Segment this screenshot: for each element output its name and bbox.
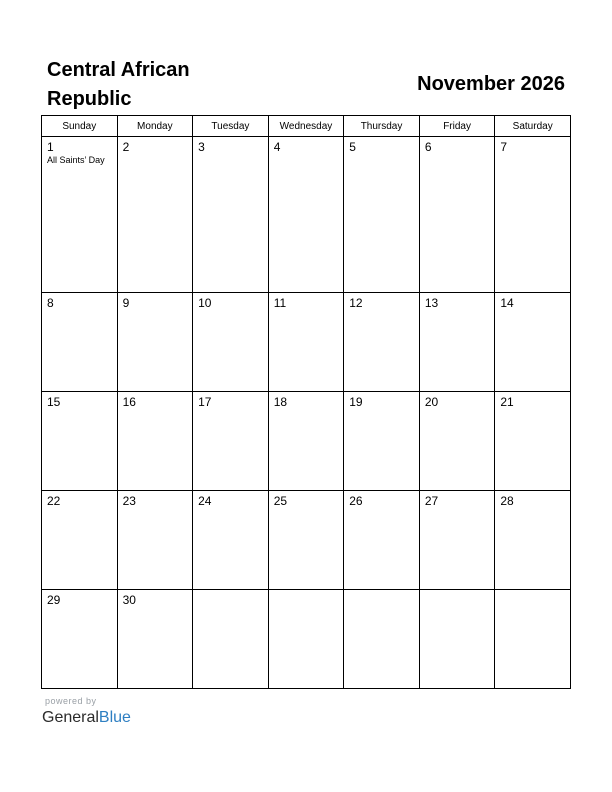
day-number: 25 — [273, 493, 288, 508]
day-cell — [268, 137, 344, 293]
weekday-header: Monday — [117, 116, 193, 137]
day-cell — [344, 589, 420, 688]
day-number: 17 — [198, 394, 212, 409]
brand-general-text: General — [42, 709, 99, 726]
day-cell — [117, 391, 193, 490]
day-cell — [268, 589, 344, 688]
day-number: 24 — [198, 493, 212, 508]
day-cell — [419, 137, 495, 293]
day-cell — [42, 490, 118, 589]
weekday-header: Sunday — [42, 116, 118, 137]
day-number: 4 — [273, 140, 281, 154]
week-row — [42, 292, 571, 391]
day-cell — [419, 292, 495, 391]
day-cell — [344, 137, 420, 293]
day-number: 3 — [198, 140, 205, 154]
day-number: 12 — [349, 295, 363, 310]
day-number: 14 — [500, 295, 514, 310]
day-cell — [193, 589, 269, 688]
day-cell — [42, 391, 118, 490]
day-number: 20 — [424, 394, 439, 409]
day-cell — [419, 391, 495, 490]
holiday-label: All Saints’ Day — [47, 155, 105, 165]
day-cell — [495, 292, 571, 391]
day-number: 22 — [47, 493, 61, 508]
day-number: 21 — [500, 394, 514, 409]
day-cell — [42, 292, 118, 391]
weekday-header-row — [42, 116, 571, 137]
day-number: 10 — [198, 295, 212, 310]
generalblue-logo — [42, 708, 131, 728]
day-cell — [419, 589, 495, 688]
day-number: 5 — [349, 140, 356, 154]
day-cell — [193, 137, 269, 293]
weekday-header: Friday — [419, 116, 495, 137]
week-row — [42, 490, 571, 589]
day-cell — [268, 292, 344, 391]
generalblue-brand[interactable] — [42, 696, 131, 728]
day-number: 28 — [500, 493, 514, 508]
day-number: 6 — [424, 140, 432, 154]
day-cell — [117, 490, 193, 589]
day-number: 19 — [349, 394, 363, 409]
weekday-header: Saturday — [495, 116, 571, 137]
month-year-title: November 2026 — [417, 73, 565, 95]
day-cell — [419, 490, 495, 589]
day-cell — [42, 589, 118, 688]
day-number: 1 — [47, 140, 54, 154]
day-cell — [495, 137, 571, 293]
day-cell — [344, 490, 420, 589]
week-row — [42, 391, 571, 490]
day-number: 8 — [47, 295, 54, 310]
day-cell — [495, 490, 571, 589]
day-cell — [268, 391, 344, 490]
day-cell — [344, 292, 420, 391]
country-title: Central African Republic — [47, 59, 190, 110]
day-number: 27 — [424, 493, 439, 508]
day-number: 16 — [122, 394, 136, 409]
weekday-header: Tuesday — [193, 116, 269, 137]
day-cell — [193, 490, 269, 589]
day-number: 30 — [122, 592, 136, 607]
powered-by-label: powered by — [45, 696, 97, 706]
day-cell — [193, 292, 269, 391]
day-number: 23 — [122, 493, 136, 508]
weekday-header: Wednesday — [268, 116, 344, 137]
day-cell — [344, 391, 420, 490]
day-number: 2 — [122, 140, 130, 154]
day-number: 29 — [47, 592, 61, 607]
day-number: 7 — [500, 140, 508, 154]
day-number: 9 — [122, 295, 130, 310]
calendar-grid — [41, 115, 571, 689]
day-number: 13 — [424, 295, 439, 310]
week-row — [42, 137, 571, 293]
day-cell — [117, 137, 193, 293]
day-cell — [193, 391, 269, 490]
day-number: 11 — [273, 295, 287, 310]
day-number: 26 — [349, 493, 363, 508]
day-cell — [495, 589, 571, 688]
day-cell — [268, 490, 344, 589]
week-row — [42, 589, 571, 688]
day-number: 18 — [273, 394, 288, 409]
day-cell — [117, 589, 193, 688]
day-number: 15 — [47, 394, 61, 409]
day-cell — [495, 391, 571, 490]
day-cell — [117, 292, 193, 391]
brand-blue-text: Blue — [98, 709, 131, 726]
day-cell — [42, 137, 118, 293]
weekday-header: Thursday — [344, 116, 420, 137]
